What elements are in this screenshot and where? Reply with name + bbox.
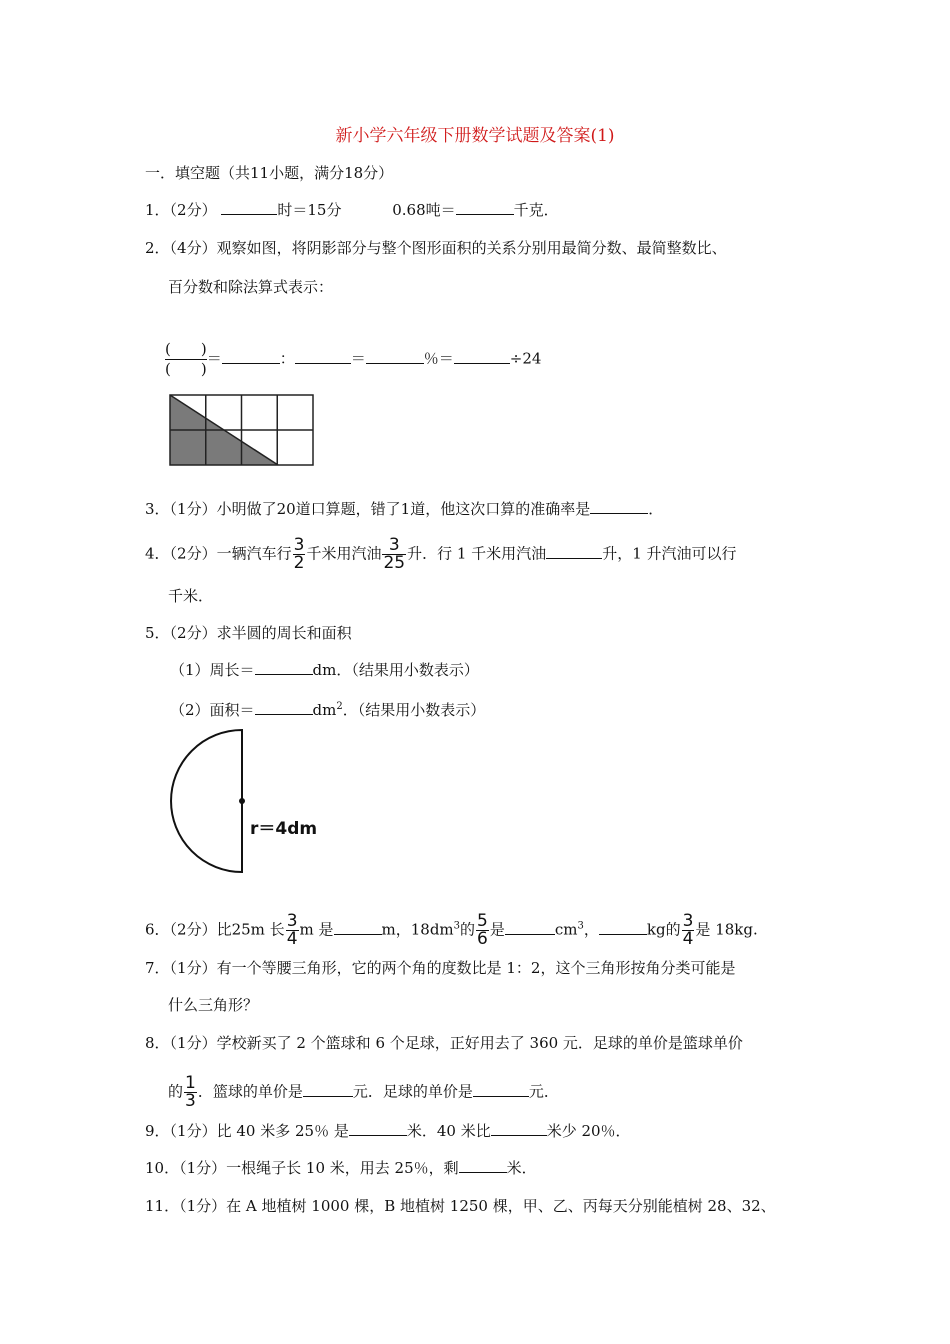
q2-number: 2． — [145, 239, 170, 257]
question-2 — [145, 238, 727, 258]
q10-text-1: 一根绳子长 10 米，用去 25％，剩 — [226, 1159, 459, 1177]
q6-text-6: cm — [554, 920, 578, 939]
q6-text-8: kg的 — [646, 920, 681, 939]
q1-blank-2[interactable] — [456, 200, 514, 215]
section-heading: 一．填空题（共11小题，满分18分） — [145, 164, 394, 182]
q8-fraction-denominator: 3 — [185, 1091, 196, 1111]
question-6 — [145, 913, 758, 948]
q6-blank-1[interactable] — [334, 920, 382, 935]
q5-part-2-sup: 2 — [336, 701, 343, 712]
q10-text-2: 米． — [506, 1159, 537, 1177]
q5-part-1-unit: dm．（结果用小数表示） — [312, 661, 479, 679]
q6-blank-3[interactable] — [599, 920, 647, 935]
q9-score: （1分） — [169, 1122, 217, 1140]
q8-text-3: ．篮球的单价是 — [197, 1082, 303, 1101]
q7-text-1: 有一个等腰三角形，它的两个角的度数比是 1：2，这个三角形按角分类可能是 — [216, 959, 736, 977]
q6-fraction-3 — [682, 913, 695, 948]
q4-blank-1[interactable] — [546, 544, 602, 559]
q8-fraction — [184, 1075, 197, 1110]
q11-number: 11． — [145, 1197, 180, 1215]
q2-expression — [165, 340, 541, 379]
q2-text-1: 观察如图，将阴影部分与整个图形面积的关系分别用最简分数、最简整数比、 — [216, 239, 727, 257]
q7-number: 7． — [145, 959, 170, 977]
q9-text-1: 比 40 米多 25％ 是 — [216, 1122, 349, 1140]
q2-fraction-bottom: ( ) — [165, 360, 207, 378]
q10-number: 10． — [145, 1159, 180, 1177]
question-4 — [145, 537, 737, 572]
q4-fraction-1-numerator: 3 — [293, 535, 305, 555]
q8-text-4: 元．足球的单价是 — [352, 1082, 473, 1101]
q4-text-1: 一辆汽车行 — [216, 544, 292, 563]
question-8 — [145, 1033, 743, 1053]
q2-blank-2[interactable] — [295, 349, 351, 364]
q5-part-1-label: （1）周长＝ — [170, 661, 255, 679]
q6-fraction-2 — [476, 913, 489, 948]
q5-semicircle — [171, 730, 242, 872]
q6-fraction-2-denominator: 6 — [477, 929, 488, 949]
q8-text-1: 学校新买了 2 个篮球和 6 个足球，正好用去了 360 元．足球的单价是篮球单价 — [216, 1034, 743, 1052]
q6-text-2: m 是 — [299, 920, 334, 939]
q4-fraction-2-denominator: 25 — [383, 553, 406, 573]
q5-part-1 — [170, 660, 479, 680]
q3-number: 3． — [145, 500, 170, 518]
q6-text-3: m，18dm — [381, 920, 454, 939]
q1-text-2: 0.68吨＝ — [392, 201, 456, 219]
q8-text-2: 的 — [168, 1082, 184, 1101]
q6-fraction-1-denominator: 4 — [286, 929, 298, 949]
q5-number: 5． — [145, 624, 170, 642]
q4-fraction-1 — [293, 537, 306, 572]
q9-blank-2[interactable] — [491, 1121, 547, 1136]
q1-text-3: 千克． — [513, 201, 559, 219]
q2-pct: ％＝ — [423, 349, 454, 368]
q5-part-2-unit: dm — [312, 701, 337, 719]
q3-end: ． — [648, 500, 664, 518]
q6-fraction-1-numerator: 3 — [286, 911, 298, 931]
q2-colon: ： — [279, 349, 295, 368]
q6-text-1: 比25m 长 — [216, 920, 285, 939]
q6-sup-1: 3 — [453, 920, 461, 932]
q1-blank-1[interactable] — [221, 200, 277, 215]
q4-text-3: 升．行 1 千米用汽油 — [407, 544, 547, 563]
q2-score: （4分） — [169, 239, 217, 257]
q6-text-9: 是 18kg. — [695, 920, 758, 939]
q4-number: 4． — [145, 544, 170, 563]
q6-number: 6． — [145, 920, 170, 939]
q6-fraction-1 — [286, 913, 299, 948]
q1-number: 1． — [145, 201, 170, 219]
q2-div: ÷24 — [509, 349, 542, 368]
q4-text-2: 千米用汽油 — [306, 544, 382, 563]
q6-blank-2[interactable] — [505, 920, 555, 935]
q9-text-3: 米少 20％． — [546, 1122, 631, 1140]
q5-radius-label: r＝4dm — [250, 819, 318, 839]
q6-fraction-3-numerator: 3 — [682, 911, 694, 931]
q2-fraction — [165, 340, 207, 379]
q2-blank-1[interactable] — [222, 349, 280, 364]
q2-blank-3[interactable] — [366, 349, 424, 364]
q10-score: （1分） — [179, 1159, 227, 1177]
q6-text-7: ， — [583, 920, 599, 939]
q6-text-4: 的 — [460, 920, 476, 939]
q5-blank-1[interactable] — [255, 660, 313, 675]
page-title: 新小学六年级下册数学试题及答案(1) — [335, 126, 615, 146]
q5-part-2-end: ．（结果用小数表示） — [342, 701, 486, 719]
q8-line-2 — [168, 1075, 559, 1110]
q8-score: （1分） — [169, 1034, 217, 1052]
q4-text-5: 千米． — [168, 587, 214, 605]
q2-eq-2: ＝ — [350, 349, 366, 368]
q5-text: 求半圆的周长和面积 — [216, 624, 352, 642]
q6-text-5: 是 — [489, 920, 505, 939]
q2-text-2: 百分数和除法算式表示： — [168, 278, 334, 296]
q5-blank-2[interactable] — [255, 700, 313, 715]
q6-score: （2分） — [169, 920, 217, 939]
q8-number: 8． — [145, 1034, 170, 1052]
q4-score: （2分） — [169, 544, 217, 563]
q7-score: （1分） — [169, 959, 217, 977]
q7-text-2: 什么三角形？ — [168, 996, 259, 1014]
q2-blank-4[interactable] — [454, 349, 510, 364]
q4-fraction-2-numerator: 3 — [382, 537, 406, 555]
q4-fraction-2 — [382, 537, 406, 572]
q6-sup-2: 3 — [577, 920, 584, 932]
q8-blank-2[interactable] — [473, 1082, 529, 1097]
q3-text: 小明做了20道口算题，错了1道，他这次口算的准确率是 — [216, 500, 591, 518]
q4-fraction-1-denominator: 2 — [293, 553, 305, 573]
question-9 — [145, 1121, 631, 1141]
q2-grid-figure — [168, 393, 316, 467]
q5-semicircle-figure — [168, 728, 248, 878]
q4-text-4: 升，1 升汽油可以行 — [602, 544, 737, 563]
question-7 — [145, 958, 735, 978]
q5-center-dot — [239, 798, 245, 804]
q5-score: （2分） — [169, 624, 217, 642]
q2-eq: ＝ — [206, 349, 222, 368]
q8-fraction-numerator: 1 — [185, 1073, 196, 1093]
q6-fraction-3-denominator: 4 — [682, 929, 694, 949]
q11-score: （1分） — [179, 1197, 227, 1215]
q9-number: 9． — [145, 1122, 170, 1140]
q3-score: （1分） — [169, 500, 217, 518]
question-3 — [145, 499, 663, 519]
question-10 — [145, 1158, 537, 1178]
q11-text: 在 A 地植树 1000 棵，B 地植树 1250 棵，甲、乙、丙每天分别能植树 28、32、 — [226, 1197, 776, 1215]
q5-part-2-label: （2）面积＝ — [170, 701, 255, 719]
q10-blank[interactable] — [459, 1158, 507, 1173]
q1-score: （2分） — [169, 201, 217, 219]
q5-part-2 — [170, 697, 485, 720]
q3-blank[interactable] — [590, 499, 648, 514]
q1-text-1: 时＝15分 — [277, 201, 342, 219]
question-1 — [145, 200, 559, 220]
q2-fraction-top: ( ) — [165, 340, 207, 358]
q9-text-2: 米．40 米比 — [406, 1122, 491, 1140]
question-5 — [145, 623, 352, 643]
q8-blank-1[interactable] — [303, 1082, 353, 1097]
q9-blank-1[interactable] — [349, 1121, 407, 1136]
question-11 — [145, 1196, 776, 1216]
q8-text-5: 元． — [528, 1082, 559, 1101]
q6-fraction-2-numerator: 5 — [477, 911, 488, 931]
